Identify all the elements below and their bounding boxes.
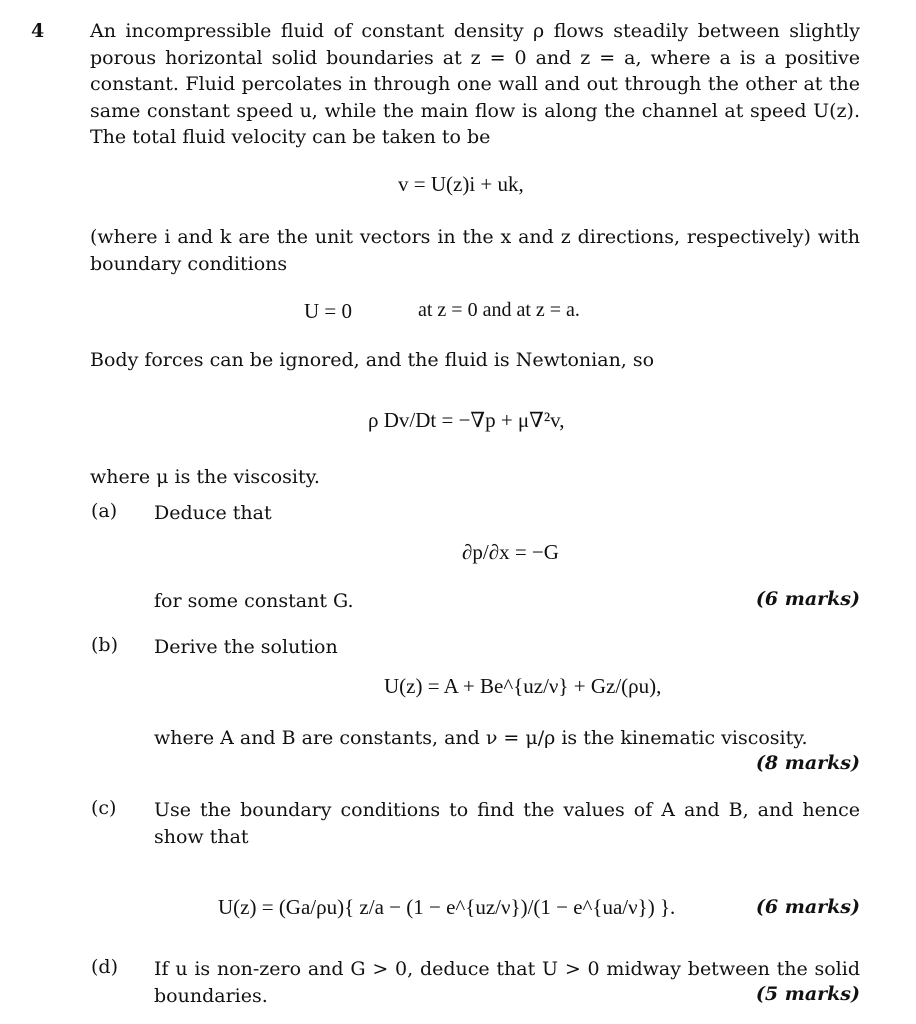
part-b-text: Derive the solution [154, 636, 338, 658]
body-forces-text: Body forces can be ignored, and the fluid is Newtonian, so [90, 349, 655, 371]
part-a-after: for some constant G. [154, 590, 354, 612]
part-b-label: (b) [91, 634, 118, 656]
part-b-after: where A and B are constants, and ν = μ/ρ is the kinematic viscosity. [154, 727, 808, 749]
part-c-label: (c) [91, 797, 117, 819]
part-a-label: (a) [91, 500, 118, 522]
boundary-conditions-intro: (where i and k are the unit vectors in the x and z directions, respectively) with boundary conditions [90, 226, 860, 275]
question-intro: An incompressible fluid of constant density ρ flows steadily between slightly porous horizontal solid boundaries at z = 0 and z = a, where a is a positive constant. Fluid percolates in through one wall and out through the other at the same constant speed u, while the main flow is along the channel at speed U(z). The total fluid velocity can be taken to be [90, 20, 860, 148]
part-a-marks: (6 marks) [755, 588, 860, 610]
viscosity-note: where μ is the viscosity. [90, 466, 320, 488]
part-c-marks: (6 marks) [755, 896, 860, 918]
navier-stokes-equation: ρ Dv/Dt = −∇p + μ∇²v, [368, 408, 565, 432]
question-number: 4 [31, 20, 45, 42]
part-a-text: Deduce that [154, 502, 272, 524]
bc-equation-left: U = 0 [304, 299, 353, 323]
part-b-equation: U(z) = A + Be^{uz/ν} + Gz/(ρu), [384, 674, 662, 698]
part-d-text: If u is non-zero and G > 0, deduce that U > 0 midway between the solid boundaries. [154, 958, 860, 1007]
part-b-marks: (8 marks) [755, 752, 860, 774]
bc-equation-right: at z = 0 and at z = a. [418, 299, 580, 321]
velocity-equation: v = U(z)i + uk, [398, 172, 524, 196]
part-d-marks: (5 marks) [755, 983, 860, 1005]
part-a-equation: ∂p/∂x = −G [462, 540, 559, 564]
part-d-label: (d) [91, 956, 118, 978]
part-c-equation: U(z) = (Ga/ρu){ z/a − (1 − e^{uz/ν})/(1 − e^{ua/ν}) }. [218, 895, 676, 919]
part-c-text: Use the boundary conditions to find the values of A and B, and hence show that [154, 799, 860, 848]
